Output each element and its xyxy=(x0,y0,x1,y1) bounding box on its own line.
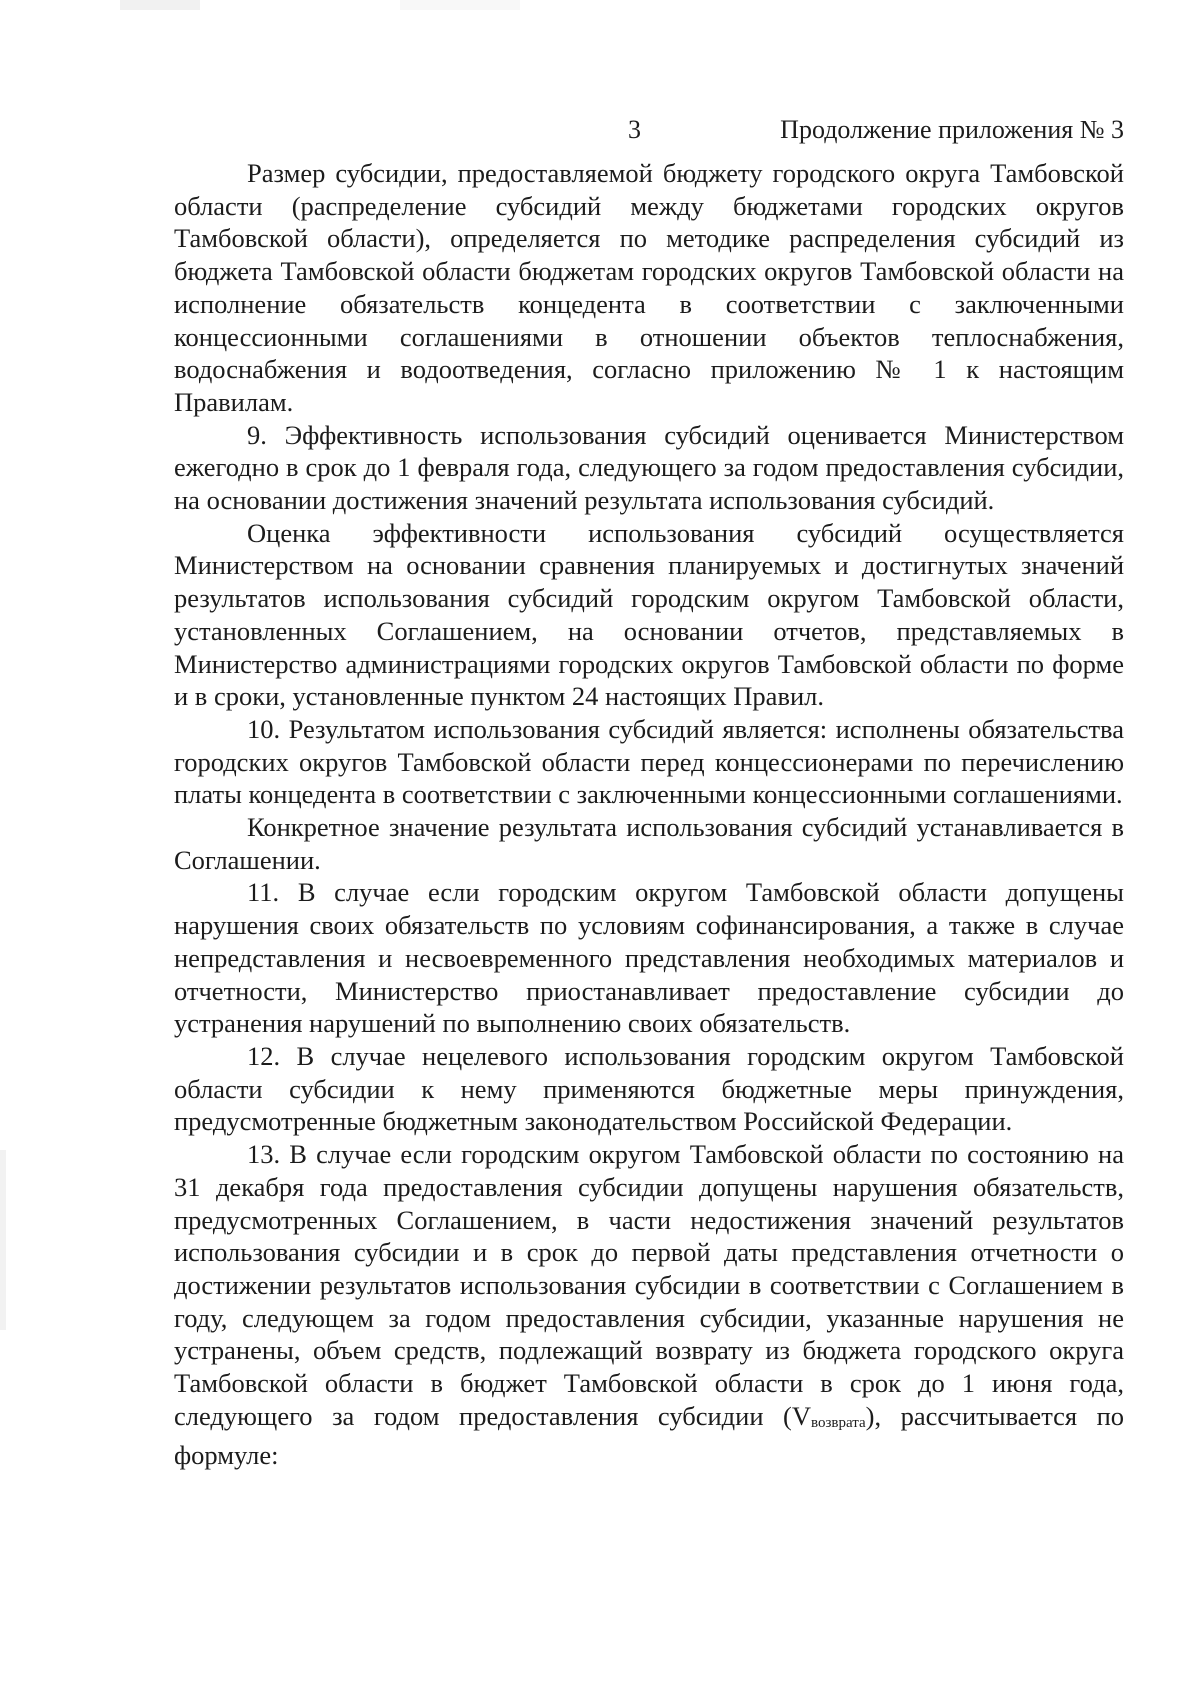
paragraph: 12. В случае нецелевого использования городским округом Тамбовской области субсидии к нему применяются бюджетные меры принуждения, предусмотренные бюджетным законодательством Российской Федерации. xyxy=(174,1040,1124,1137)
subscript-vozvrata: возврата xyxy=(810,1414,866,1431)
page-number: 3 xyxy=(628,115,641,144)
paragraph: Оценка эффективности использования субсидий осуществляется Министерством на основании сравнения планируемых и достигнутых значений результатов использования субсидий городским округом Тамбовской области, установленных Соглашением, на основании отчетов, представляемых в Министерство администрациями городских округов Тамбовской области по форме и в сроки, установленные пунктом 24 настоящих Правил. xyxy=(174,517,1124,712)
continuation-header: Продолжение приложения № 3 xyxy=(780,115,1124,144)
paragraph: 9. Эффективность использования субсидий оценивается Министерством ежегодно в срок до 1 февраля года, следующего за годом предоставления субсидии, на основании достижения значений результата использования субсидий. xyxy=(174,419,1124,516)
scan-artifact xyxy=(120,0,200,10)
scan-artifact xyxy=(400,0,520,10)
paragraph: Конкретное значение результата использования субсидий устанавливается в Соглашении. xyxy=(174,812,1124,875)
document-body xyxy=(174,157,1124,1472)
paragraph-13-tail: ), рассчитывается по формуле: xyxy=(174,1400,1124,1471)
paragraph: 10. Результатом использования субсидий является: исполнены обязательства городских округов Тамбовской области перед концессионерами по перечислению платы концедента в соответствии с заключенными концессионными соглашениями. xyxy=(174,713,1124,810)
paragraph: 11. В случае если городским округом Тамбовской области допущены нарушения своих обязательств по условиям софинансирования, а также в случае непредставления и несвоевременного представления необходимых материалов и отчетности, Министерство приостанавливает предоставление субсидии до устранения нарушений по выполнению своих обязательств. xyxy=(174,877,1124,1039)
paragraph-13 xyxy=(174,1138,1124,1472)
paragraph-13-text: 13. В случае если городским округом Тамбовской области по состоянию на 31 декабря года предоставления субсидии допущены нарушения обязательств, предусмотренных Соглашением, в части недостижения значений результатов использования субсидии и в срок до первой даты представления отчетности о достижении результатов использования субсидии в соответствии с Соглашением в году, следующем за годом предоставления субсидии, указанные нарушения не устранены, объем средств, подлежащий возврату из бюджета городского округа Тамбовской области в бюджет Тамбовской области в срок до 1 июня года, следующего за годом предоставления субсидии (V xyxy=(174,1139,1124,1431)
scan-artifact xyxy=(0,1150,6,1330)
paragraph: Размер субсидии, предоставляемой бюджету городского округа Тамбовской области (распределение субсидий между бюджетами городских округов Тамбовской области), определяется по методике распределения субсидий из бюджета Тамбовской области бюджетам городских округов Тамбовской области на исполнение обязательств концедента в соответствии с заключенными концессионными соглашениями в отношении объектов теплоснабжения, водоснабжения и водоотведения, согласно приложению № 1 к настоящим Правилам. xyxy=(174,158,1124,417)
